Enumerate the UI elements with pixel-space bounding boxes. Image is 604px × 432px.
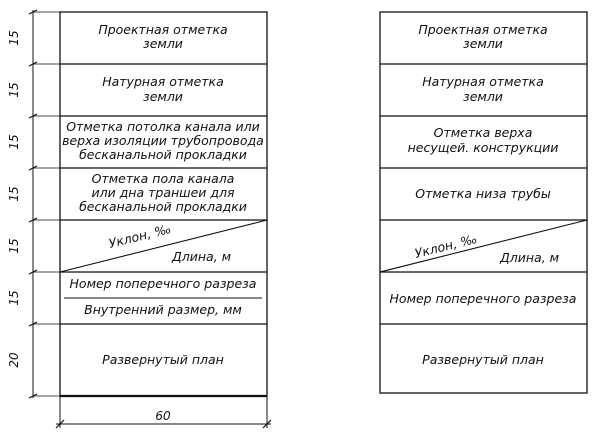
- left-length-label: Длина, м: [172, 249, 232, 264]
- left-row-1: [98, 22, 227, 51]
- right-table-frame: [380, 12, 587, 393]
- left-row-6-height: 15: [7, 290, 21, 306]
- left-row-7-height: 20: [7, 352, 21, 368]
- right-row-3-line-1: Отметка верха: [433, 125, 533, 140]
- right-row-2-line-2: земли: [463, 89, 503, 104]
- left-row-5: [107, 221, 231, 264]
- right-row-6-line-1: Номер поперечного разреза: [389, 291, 577, 306]
- left-row-3: [62, 119, 264, 162]
- right-row-1: [418, 22, 547, 51]
- left-row-3-line-3: бесканальной прокладки: [79, 147, 247, 162]
- right-table: [380, 12, 587, 393]
- right-row-7: [422, 352, 544, 367]
- left-row-7: [102, 352, 224, 367]
- left-row-2-line-1: Натурная отметка: [102, 74, 224, 89]
- right-row-6: [390, 291, 577, 306]
- right-row-1-line-2: земли: [463, 36, 503, 51]
- left-row-1-line-2: земли: [143, 36, 183, 51]
- left-row-6: [70, 276, 257, 317]
- left-row-4-height: 15: [7, 186, 21, 202]
- right-length-label: Длина, м: [500, 250, 560, 265]
- left-row-3-line-1: Отметка потолка канала или: [66, 119, 260, 134]
- right-row-3: [408, 125, 559, 155]
- left-slope-label: Уклон, ‰: [107, 220, 173, 251]
- left-table: [7, 10, 271, 428]
- left-row-2-height: 15: [7, 82, 21, 98]
- right-row-7-line-1: Развернутый план: [422, 352, 544, 367]
- right-row-2: [422, 74, 544, 104]
- left-width-label: 60: [155, 409, 171, 423]
- left-row-2-line-2: земли: [143, 89, 183, 104]
- left-row-4-line-2: или дна траншеи для: [91, 185, 235, 200]
- left-row-4-line-1: Отметка пола канала: [91, 171, 235, 186]
- right-row-2-line-1: Натурная отметка: [422, 74, 544, 89]
- right-row-5: [413, 231, 559, 265]
- right-row-4-line-1: Отметка низа трубы: [415, 186, 551, 201]
- left-row-7-line-1: Развернутый план: [102, 352, 224, 367]
- left-row-4: [79, 171, 247, 214]
- right-row-1-line-1: Проектная отметка: [418, 22, 548, 37]
- left-inner-size-label: Внутренний размер, мм: [84, 302, 242, 317]
- right-row-4: [415, 186, 551, 201]
- left-extension-lines: [33, 12, 60, 396]
- left-row-1-height: 15: [7, 30, 21, 46]
- left-row-2: [102, 74, 224, 104]
- left-row-5-height: 15: [7, 238, 21, 254]
- left-row-3-line-2: верха изоляции трубопровода: [62, 133, 264, 148]
- right-slope-label: Уклон, ‰: [413, 230, 479, 261]
- left-row-3-height: 15: [7, 134, 21, 150]
- left-section-number-label: Номер поперечного разреза: [69, 276, 257, 291]
- right-row-3-line-2: несущей. конструкции: [407, 140, 559, 155]
- left-row-4-line-3: бесканальной прокладки: [79, 199, 247, 214]
- left-row-1-line-1: Проектная отметка: [98, 22, 228, 37]
